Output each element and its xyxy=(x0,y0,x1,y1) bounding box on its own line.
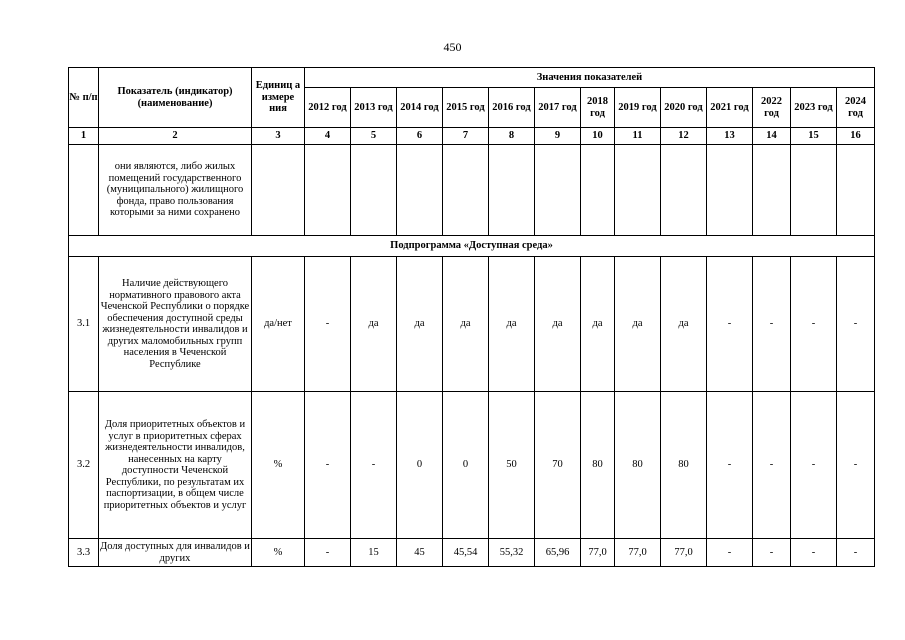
header-year: 2018 год xyxy=(581,88,615,128)
header-year: 2015 год xyxy=(443,88,489,128)
column-number: 9 xyxy=(535,128,581,145)
column-number: 6 xyxy=(397,128,443,145)
header-indicator: Показатель (индикатор) (наименование) xyxy=(99,68,252,128)
header-year: 2020 год xyxy=(661,88,707,128)
cont-num xyxy=(69,145,99,236)
row-value: да xyxy=(581,257,615,392)
column-number: 2 xyxy=(99,128,252,145)
continuation-row xyxy=(69,145,875,236)
row-value: да xyxy=(535,257,581,392)
column-number: 14 xyxy=(753,128,791,145)
row-value: 15 xyxy=(351,539,397,567)
row-value: - xyxy=(305,257,351,392)
row-value: - xyxy=(753,392,791,539)
column-number: 13 xyxy=(707,128,753,145)
header-year: 2024 год xyxy=(837,88,875,128)
column-number: 16 xyxy=(837,128,875,145)
row-num: 3.3 xyxy=(69,539,99,567)
header-year: 2013 год xyxy=(351,88,397,128)
continuation-text: они являются, либо жилых помещений государственного (муниципального) жилищного фонда, право пользования которыми за ними сохранено xyxy=(99,145,252,236)
row-value: 55,32 xyxy=(489,539,535,567)
row-indicator: Доля приоритетных объектов и услуг в приоритетных сферах жизнедеятельности инвалидов, нанесенных на карту доступности Чеченской Республики, по результатам их паспортизации, в общем числе приоритетных объектов и услуг xyxy=(99,392,252,539)
row-value: - xyxy=(753,539,791,567)
row-value: 80 xyxy=(581,392,615,539)
row-value: - xyxy=(791,392,837,539)
table-row xyxy=(69,392,875,539)
row-value: да xyxy=(615,257,661,392)
row-indicator: Доля доступных для инвалидов и других xyxy=(99,539,252,567)
header-num: № п/п xyxy=(69,68,99,128)
row-value: 45,54 xyxy=(443,539,489,567)
row-value: да xyxy=(397,257,443,392)
row-value: - xyxy=(837,392,875,539)
column-number: 1 xyxy=(69,128,99,145)
row-value: 70 xyxy=(535,392,581,539)
column-number: 5 xyxy=(351,128,397,145)
column-number: 10 xyxy=(581,128,615,145)
row-value: - xyxy=(707,392,753,539)
header-values-title: Значения показателей xyxy=(305,68,875,88)
row-value: - xyxy=(351,392,397,539)
row-value: 45 xyxy=(397,539,443,567)
table-row xyxy=(69,257,875,392)
column-number: 15 xyxy=(791,128,837,145)
cont-unit xyxy=(252,145,305,236)
row-value: - xyxy=(707,539,753,567)
row-unit: % xyxy=(252,392,305,539)
header-unit: Единиц а измере ния xyxy=(252,68,305,128)
row-value: 80 xyxy=(661,392,707,539)
column-number: 12 xyxy=(661,128,707,145)
header-year: 2017 год xyxy=(535,88,581,128)
row-unit: да/нет xyxy=(252,257,305,392)
subprogram-title: Подпрограмма «Доступная среда» xyxy=(69,236,875,257)
column-number: 7 xyxy=(443,128,489,145)
row-value: 77,0 xyxy=(661,539,707,567)
row-value: да xyxy=(351,257,397,392)
header-year: 2022 год xyxy=(753,88,791,128)
column-numbers-row xyxy=(69,128,875,145)
row-num: 3.2 xyxy=(69,392,99,539)
header-year: 2012 год xyxy=(305,88,351,128)
subprogram-row xyxy=(69,236,875,257)
row-value: - xyxy=(305,539,351,567)
header-year: 2016 год xyxy=(489,88,535,128)
row-value: - xyxy=(791,539,837,567)
row-num: 3.1 xyxy=(69,257,99,392)
row-value: - xyxy=(837,257,875,392)
indicators-table xyxy=(68,67,875,567)
row-value: - xyxy=(791,257,837,392)
row-value: - xyxy=(707,257,753,392)
row-value: - xyxy=(837,539,875,567)
row-value: 0 xyxy=(397,392,443,539)
row-value: да xyxy=(661,257,707,392)
header-year: 2021 год xyxy=(707,88,753,128)
row-value: да xyxy=(489,257,535,392)
row-value: 77,0 xyxy=(615,539,661,567)
row-unit: % xyxy=(252,539,305,567)
row-indicator: Наличие действующего нормативного правового акта Чеченской Республики о порядке обеспечения доступной среды жизнедеятельности инвалидов и других маломобильных групп населения в Чеченской Республике xyxy=(99,257,252,392)
page-number: 450 xyxy=(443,40,462,54)
row-value: 77,0 xyxy=(581,539,615,567)
row-value: да xyxy=(443,257,489,392)
row-value: - xyxy=(305,392,351,539)
row-value: 0 xyxy=(443,392,489,539)
column-number: 8 xyxy=(489,128,535,145)
row-value: - xyxy=(753,257,791,392)
table-row xyxy=(69,539,875,567)
column-number: 11 xyxy=(615,128,661,145)
header-year: 2019 год xyxy=(615,88,661,128)
header-year: 2014 год xyxy=(397,88,443,128)
column-number: 4 xyxy=(305,128,351,145)
row-value: 65,96 xyxy=(535,539,581,567)
row-value: 50 xyxy=(489,392,535,539)
column-number: 3 xyxy=(252,128,305,145)
row-value: 80 xyxy=(615,392,661,539)
header-year: 2023 год xyxy=(791,88,837,128)
